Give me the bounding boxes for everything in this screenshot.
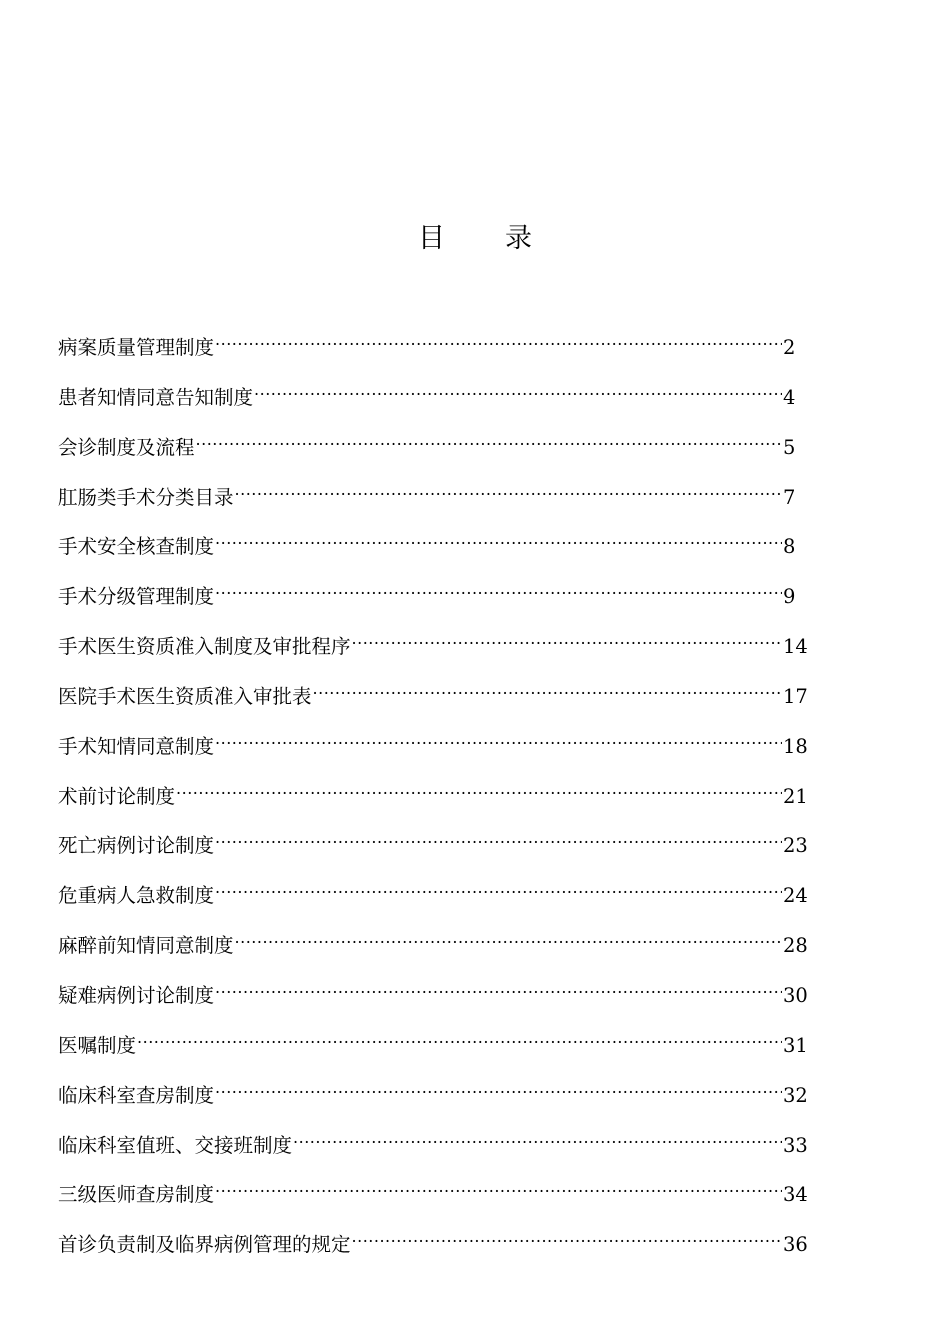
toc-entry-page: 14 bbox=[783, 635, 808, 659]
toc-entry-page: 33 bbox=[783, 1133, 808, 1157]
toc-dot-leader bbox=[235, 468, 782, 504]
toc-entry[interactable] bbox=[58, 1215, 808, 1265]
toc-dot-leader bbox=[176, 767, 782, 803]
toc-entry-title: 三级医师查房制度 bbox=[58, 1183, 215, 1207]
toc-entry-page: 34 bbox=[783, 1183, 808, 1207]
toc-entry[interactable] bbox=[58, 816, 808, 866]
toc-entry-title: 会诊制度及流程 bbox=[58, 435, 195, 459]
toc-entry-page: 8 bbox=[783, 535, 796, 559]
toc-entry-title: 死亡病例讨论制度 bbox=[58, 834, 215, 858]
toc-entry-title: 临床科室查房制度 bbox=[58, 1083, 215, 1107]
toc-entry[interactable] bbox=[58, 1066, 808, 1116]
toc-entry-title: 手术安全核查制度 bbox=[58, 535, 215, 559]
toc-dot-leader bbox=[215, 1165, 782, 1201]
toc-dot-leader bbox=[352, 1215, 782, 1251]
toc-entry-page: 23 bbox=[783, 834, 808, 858]
toc-entry-page: 21 bbox=[783, 784, 808, 808]
toc-entry-title: 病案质量管理制度 bbox=[58, 336, 215, 359]
toc-entry[interactable] bbox=[58, 767, 808, 817]
toc-entry[interactable] bbox=[58, 468, 808, 518]
toc-entry[interactable] bbox=[58, 418, 808, 468]
toc-entry[interactable] bbox=[58, 1116, 808, 1166]
toc-entry[interactable] bbox=[58, 318, 808, 368]
toc-entry-page: 24 bbox=[783, 884, 808, 908]
title-char-1: 目 bbox=[418, 223, 445, 254]
toc-entry-page: 18 bbox=[783, 734, 808, 758]
page-title bbox=[0, 222, 950, 256]
title-char-2: 录 bbox=[505, 223, 532, 254]
toc-dot-leader bbox=[313, 667, 782, 703]
toc-dot-leader bbox=[293, 1116, 782, 1152]
toc-entry-page: 28 bbox=[783, 934, 808, 958]
toc-entry-title: 手术知情同意制度 bbox=[58, 734, 215, 758]
toc-entry-title: 首诊负责制及临界病例管理的规定 bbox=[58, 1233, 351, 1257]
toc-dot-leader bbox=[215, 816, 782, 852]
toc-dot-leader bbox=[254, 368, 782, 404]
toc-entry[interactable] bbox=[58, 617, 808, 667]
toc-entry-page: 31 bbox=[783, 1033, 808, 1057]
toc-dot-leader bbox=[235, 916, 782, 952]
toc-entry[interactable] bbox=[58, 667, 808, 717]
toc-entry-title: 危重病人急救制度 bbox=[58, 884, 215, 908]
toc-entry[interactable] bbox=[58, 717, 808, 767]
toc-dot-leader bbox=[215, 966, 782, 1002]
toc-entry-page: 7 bbox=[783, 485, 796, 509]
toc-entry[interactable] bbox=[58, 1016, 808, 1066]
toc-entry-title: 患者知情同意告知制度 bbox=[58, 385, 254, 409]
toc-dot-leader bbox=[215, 1066, 782, 1102]
toc-entry-page: 2 bbox=[783, 336, 796, 359]
toc-entry-page: 4 bbox=[783, 385, 796, 409]
table-of-contents bbox=[58, 318, 808, 1265]
toc-entry-title: 手术医生资质准入制度及审批程序 bbox=[58, 635, 351, 659]
toc-dot-leader bbox=[137, 1016, 782, 1052]
toc-entry-title: 医院手术医生资质准入审批表 bbox=[58, 684, 312, 708]
toc-entry[interactable] bbox=[58, 966, 808, 1016]
toc-entry[interactable] bbox=[58, 567, 808, 617]
toc-dot-leader bbox=[215, 318, 782, 354]
toc-dot-leader bbox=[196, 418, 782, 454]
toc-entry[interactable] bbox=[58, 368, 808, 418]
toc-entry-page: 5 bbox=[783, 435, 796, 459]
toc-dot-leader bbox=[215, 717, 782, 753]
toc-entry[interactable] bbox=[58, 1165, 808, 1215]
toc-entry[interactable] bbox=[58, 866, 808, 916]
toc-entry-title: 肛肠类手术分类目录 bbox=[58, 485, 234, 509]
toc-entry-title: 医嘱制度 bbox=[58, 1033, 137, 1057]
toc-entry[interactable] bbox=[58, 916, 808, 966]
toc-dot-leader bbox=[352, 617, 782, 653]
toc-dot-leader bbox=[215, 866, 782, 902]
toc-entry-page: 9 bbox=[783, 585, 796, 609]
toc-dot-leader bbox=[215, 567, 782, 603]
toc-entry[interactable] bbox=[58, 517, 808, 567]
toc-dot-leader bbox=[215, 517, 782, 553]
toc-entry-title: 疑难病例讨论制度 bbox=[58, 983, 215, 1007]
toc-entry-title: 手术分级管理制度 bbox=[58, 585, 215, 609]
toc-entry-title: 临床科室值班、交接班制度 bbox=[58, 1133, 293, 1157]
toc-entry-page: 36 bbox=[783, 1233, 808, 1257]
toc-entry-page: 32 bbox=[783, 1083, 808, 1107]
toc-entry-title: 麻醉前知情同意制度 bbox=[58, 934, 234, 958]
toc-entry-page: 30 bbox=[783, 983, 808, 1007]
toc-entry-title: 术前讨论制度 bbox=[58, 784, 176, 808]
toc-entry-page: 17 bbox=[783, 684, 808, 708]
